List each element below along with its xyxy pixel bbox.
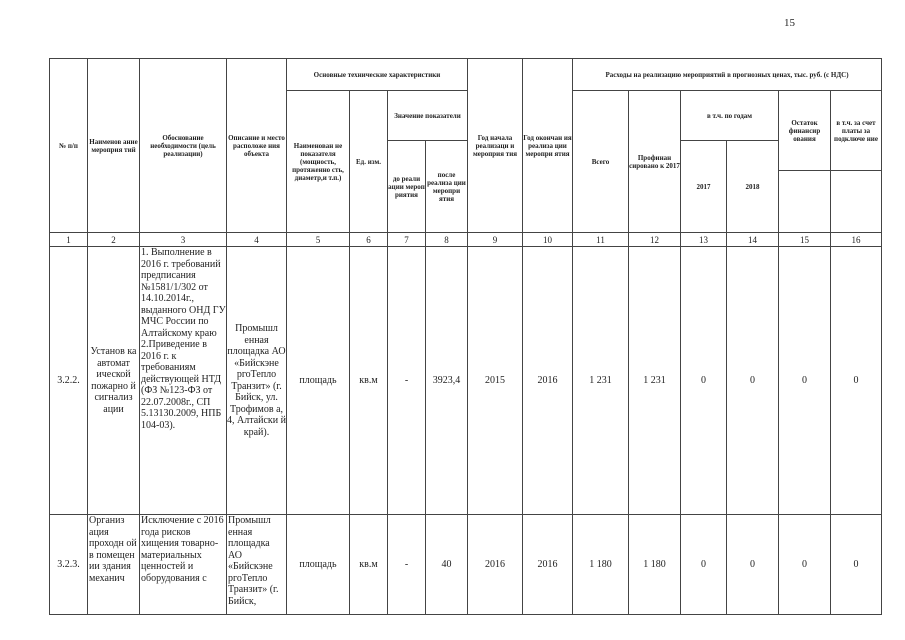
header-values-group: Значение показатели: [388, 91, 468, 141]
table-row: [50, 515, 882, 615]
row-location: Промышл енная площадка АО «Бийскэне ргоТепло Транзит» (г. Бийск, ул. Трофимов а, 4, Алтайски й край).: [227, 247, 287, 515]
header-unit: Ед. изм.: [350, 91, 388, 233]
header-after: после реализа ции меропри ятия: [426, 141, 468, 233]
row-start-year: 2016: [468, 515, 523, 615]
row-financed: 1 231: [629, 247, 681, 515]
row-reason: 1. Выполнение в 2016 г. требований предписания №1581/1/302 от 14.10.2014г., выданного ОНД ГУ МЧС России по Алтайскому краю 2.Приведение в 2016 г. к требованиям действующей НТД (ФЗ №123-ФЗ от 22.07.2008г., СП 5.13130.2009, НПБ 104-03).: [140, 247, 227, 515]
header-end-year: Год окончан ия реализа ции меропри ятия: [523, 59, 573, 233]
column-number: 14: [727, 233, 779, 247]
header-indicator: Наименован не показателя (мощность, протяженно сть, диаметр,и т.п.): [287, 91, 350, 233]
header-empty-cell: [779, 171, 831, 233]
row-end-year: 2016: [523, 515, 573, 615]
header-name: Наименов ание мероприя тий: [88, 59, 140, 233]
row-unit: кв.м: [350, 515, 388, 615]
column-number: 7: [388, 233, 426, 247]
row-start-year: 2015: [468, 247, 523, 515]
column-number: 8: [426, 233, 468, 247]
column-number: 16: [831, 233, 882, 247]
header-total: Всего: [573, 91, 629, 233]
row-end-year: 2016: [523, 247, 573, 515]
row-total: 1 180: [573, 515, 629, 615]
row-2018: 0: [727, 247, 779, 515]
row-after: 3923,4: [426, 247, 468, 515]
column-number: 6: [350, 233, 388, 247]
header-costs-group: Расходы на реализацию мероприятий в прогнозных ценах, тыс. руб. (с НДС): [573, 59, 882, 91]
row-num: 3.2.3.: [50, 515, 88, 615]
row-2018: 0: [727, 515, 779, 615]
row-before: -: [388, 247, 426, 515]
row-name: Установ ка автомат ической пожарно й сигнализ ации: [88, 247, 140, 515]
column-number: 9: [468, 233, 523, 247]
header-remaining: Остаток финансир ования: [779, 91, 831, 171]
column-numbers-row: [50, 233, 882, 247]
row-before: -: [388, 515, 426, 615]
table-row: [50, 247, 882, 515]
header-empty-cell: [831, 171, 882, 233]
page-number: 15: [784, 17, 795, 29]
row-reason: Исключение с 2016 года рисков хищения товарно- материальных ценностей и оборудования с: [140, 515, 227, 615]
column-number: 15: [779, 233, 831, 247]
header-tech-group: Основные технические характеристики: [287, 59, 468, 91]
header-before: до реали ации мероп риятия: [388, 141, 426, 233]
column-number: 4: [227, 233, 287, 247]
row-financed: 1 180: [629, 515, 681, 615]
header-start-year: Год начала реализаци и мероприя тия: [468, 59, 523, 233]
row-num: 3.2.2.: [50, 247, 88, 515]
row-2017: 0: [681, 515, 727, 615]
row-connection: 0: [831, 515, 882, 615]
header-financed: Профинан сировано к 2017: [629, 91, 681, 233]
row-after: 40: [426, 515, 468, 615]
row-indicator: площадь: [287, 247, 350, 515]
investment-table: [49, 58, 882, 615]
column-number: 11: [573, 233, 629, 247]
row-name: Организ ация проходн ой в помещен ии здания механич: [88, 515, 140, 615]
column-number: 5: [287, 233, 350, 247]
row-location: Промышл енная площадка АО «Бийскэне ргоТепло Транзит» (г. Бийск,: [227, 515, 287, 615]
header-location: Описание и место расположе ния объекта: [227, 59, 287, 233]
header-2017: 2017: [681, 141, 727, 233]
row-indicator: площадь: [287, 515, 350, 615]
header-reason: Обоснование необходимости (цель реализации): [140, 59, 227, 233]
column-number: 1: [50, 233, 88, 247]
row-total: 1 231: [573, 247, 629, 515]
row-2017: 0: [681, 247, 727, 515]
column-number: 2: [88, 233, 140, 247]
row-remaining: 0: [779, 247, 831, 515]
row-connection: 0: [831, 247, 882, 515]
header-years-group: в т.ч. по годам: [681, 91, 779, 141]
column-number: 3: [140, 233, 227, 247]
column-number: 12: [629, 233, 681, 247]
column-number: 13: [681, 233, 727, 247]
header-2018: 2018: [727, 141, 779, 233]
row-unit: кв.м: [350, 247, 388, 515]
header-num: № п/п: [50, 59, 88, 233]
header-connection: в т.ч. за счет платы за подключе ние: [831, 91, 882, 171]
row-remaining: 0: [779, 515, 831, 615]
column-number: 10: [523, 233, 573, 247]
